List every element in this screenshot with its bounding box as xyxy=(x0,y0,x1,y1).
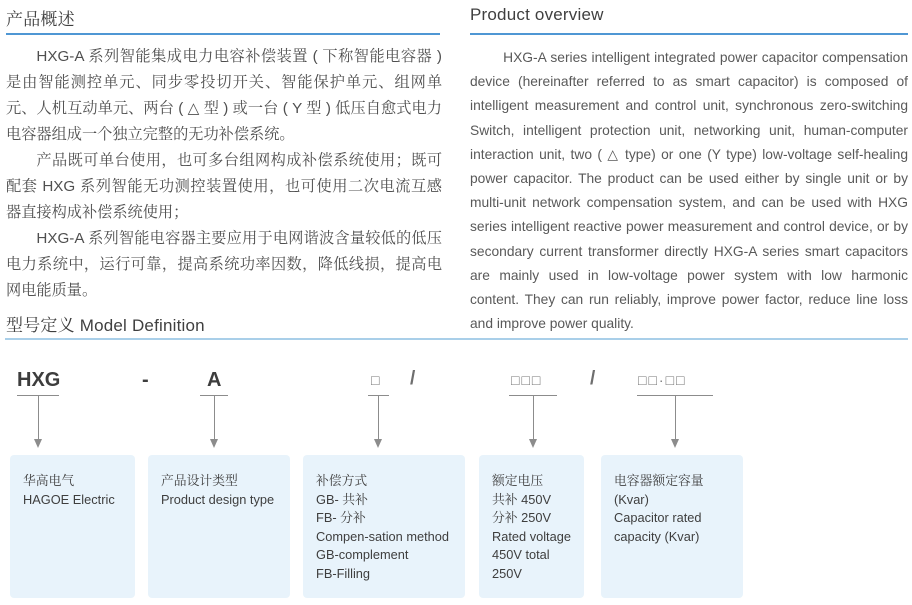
overview-cn-underline xyxy=(6,33,440,35)
model-part-dash: - xyxy=(142,369,149,391)
model-box-line: Compen-sation method xyxy=(316,528,450,544)
model-box-line: 分补 250V xyxy=(492,510,552,526)
model-part-brand: HXG xyxy=(17,369,61,391)
model-definition-title: 型号定义 Model Definition xyxy=(6,316,205,335)
model-box-line: 补偿方式 xyxy=(316,473,368,488)
model-box-line: 额定电压 xyxy=(492,473,544,488)
model-part-capacity-placeholder: □□·□□ xyxy=(638,372,687,388)
model-part-type: A xyxy=(207,369,222,391)
model-box-line: capacity (Kvar) xyxy=(614,528,700,544)
model-part-separator: / xyxy=(590,368,596,389)
overview-en-underline xyxy=(470,33,908,35)
overview-cn-paragraph: HXG-A 系列智能集成电力电容补偿装置 ( 下称智能电容器 ) 是由智能测控单元、同步零投切开关、智能保护单元、组网单元、人机互动单元、两台 ( △ 型 ) 或一台 ( Y 型 ) 低压自愈式电力电容器组成一个独立完整的无功补偿系统。 xyxy=(6,48,442,143)
arrow-down-icon xyxy=(210,439,218,448)
overview-en-paragraph: HXG-A series intelligent integrated power capacitor compensation device (hereinafter referred to as smart capacitor) is composed of intelligent measurement and control unit, synchronous zero-switching Switch, intelligent protection unit, networking unit, human-computer interaction unit, two ( △ type) or one (Y type) low-voltage self-healing power capacitor. The product can be used either by single unit or by multi-unit network compensation system, and can be used with HXG series intelligent reactive power measurement and control device, or by secondary current transformer directly HXG-A series smart capacitors are mainly used in low-voltage power system with low harmonic content. They can run reliably, improve power factor, reduce line loss and improve power quality. xyxy=(470,50,908,332)
connector-stem xyxy=(533,395,534,439)
model-box-line: GB-complement xyxy=(316,547,409,563)
model-box-compensation-method xyxy=(303,455,465,598)
overview-cn-text xyxy=(6,44,442,304)
arrow-down-icon xyxy=(374,439,382,448)
model-box-line: 华高电气 xyxy=(23,473,75,488)
overview-title-en: Product overview xyxy=(470,5,604,24)
model-part-voltage-placeholder: □□□ xyxy=(511,372,543,388)
model-box-design-type xyxy=(148,455,290,598)
overview-title-cn: 产品概述 xyxy=(6,10,75,29)
model-box-line: FB-Filling xyxy=(316,565,371,581)
connector-stem xyxy=(675,395,676,439)
model-box-line: FB- 分补 xyxy=(316,510,366,526)
connector-stem xyxy=(214,395,215,439)
model-box-line: GB- 共补 xyxy=(316,491,368,507)
overview-cn-paragraph: 产品既可单台使用，也可多台组网构成补偿系统使用；既可配套 HXG 系列智能无功测控装置使用，也可使用二次电流互感器直接构成补偿系统使用； xyxy=(6,152,442,221)
model-box-line: 共补 450V xyxy=(492,491,552,507)
connector-stem xyxy=(38,395,39,439)
model-part-separator: / xyxy=(410,368,416,389)
model-box-line: 450V total xyxy=(492,547,550,563)
arrow-down-icon xyxy=(34,439,42,448)
model-box-line: Capacitor rated xyxy=(614,510,702,526)
model-box-line: 产品设计类型 xyxy=(161,473,238,488)
model-box-rated-capacity xyxy=(601,455,743,598)
model-box-brand xyxy=(10,455,135,598)
model-box-line: Rated voltage xyxy=(492,528,571,544)
arrow-down-icon xyxy=(671,439,679,448)
model-box-line: HAGOE Electric xyxy=(23,491,115,507)
overview-cn-paragraph: HXG-A 系列智能电容器主要应用于电网谐波含量较低的低压电力系统中，运行可靠，提高系统功率因数，降低线损，提高电网电能质量。 xyxy=(6,230,442,299)
model-box-rated-voltage xyxy=(479,455,584,598)
model-box-line: 电容器额定容量 (Kvar) xyxy=(614,473,704,507)
model-definition-underline xyxy=(5,338,908,340)
model-part-method-placeholder: □ xyxy=(371,372,382,388)
model-box-line: 250V xyxy=(492,565,522,581)
connector-stem xyxy=(378,395,379,439)
overview-en-text xyxy=(470,46,908,336)
model-box-line: Product design type xyxy=(161,491,275,507)
arrow-down-icon xyxy=(529,439,537,448)
